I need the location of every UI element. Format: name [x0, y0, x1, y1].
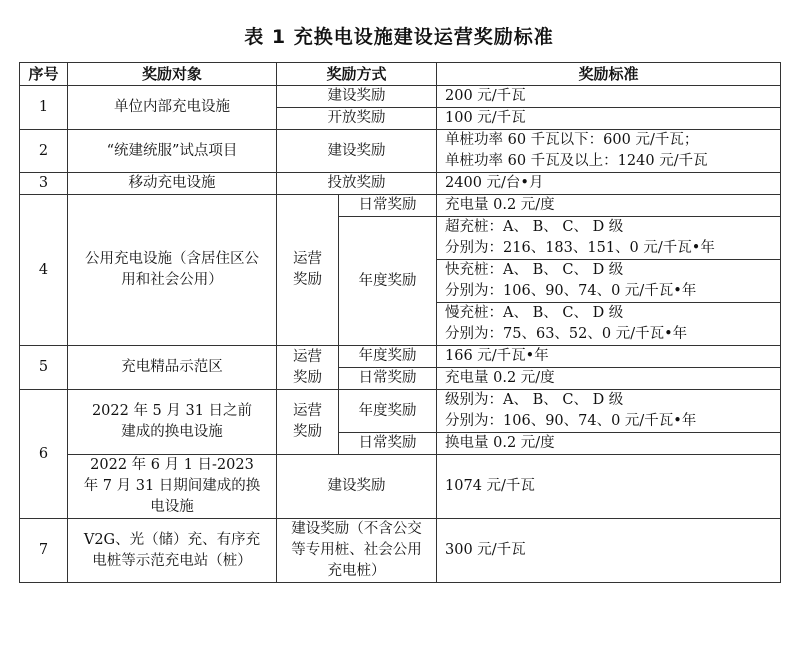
- reward-standard: [437, 390, 781, 433]
- reward-standard: [437, 130, 781, 173]
- standard-line: 分别为：106、90、74、0 元/千瓦•年: [445, 283, 697, 299]
- standard-line: 慢充桩：A、 B、 C、 D 级: [445, 305, 624, 321]
- reward-standard: 1074 元/千瓦: [437, 455, 781, 519]
- standard-line: 分别为：75、63、52、0 元/千瓦•年: [445, 326, 688, 342]
- reward-method-group: 运营奖励: [277, 390, 339, 455]
- reward-method: 年度奖励: [339, 346, 437, 368]
- row-index: 6: [20, 390, 68, 519]
- reward-standard: 换电量 0.2 元/度: [437, 433, 781, 455]
- table-row: [20, 173, 781, 195]
- row-index: 7: [20, 519, 68, 583]
- table-row: [20, 86, 781, 108]
- table-row: [20, 390, 781, 433]
- reward-target: 2022 年 5 月 31 日之前建成的换电设施: [68, 390, 277, 455]
- header-row: [20, 63, 781, 86]
- reward-target: 单位内部充电设施: [68, 86, 277, 130]
- reward-method-group: 运营奖励: [277, 346, 339, 390]
- header-standard: 奖励标准: [437, 63, 781, 86]
- reward-target: 2022 年 6 月 1 日-2023 年 7 月 31 日期间建成的换电设施: [68, 455, 277, 519]
- reward-method: 建设奖励: [277, 86, 437, 108]
- reward-method: 年度奖励: [339, 390, 437, 433]
- reward-standard: 200 元/千瓦: [437, 86, 781, 108]
- standard-line: 超充桩：A、 B、 C、 D 级: [445, 219, 624, 235]
- reward-standard: [437, 260, 781, 303]
- table-row: [20, 346, 781, 368]
- reward-method: 年度奖励: [339, 217, 437, 346]
- reward-standard: [437, 217, 781, 260]
- reward-standard: 充电量 0.2 元/度: [437, 195, 781, 217]
- standard-line: 快充桩：A、 B、 C、 D 级: [445, 262, 624, 278]
- standard-line: 单桩功率 60 千瓦及以上：1240 元/千瓦: [445, 153, 708, 169]
- reward-method-group: 运营奖励: [277, 195, 339, 346]
- reward-method: 日常奖励: [339, 195, 437, 217]
- table-row: [20, 130, 781, 173]
- reward-target: 移动充电设施: [68, 173, 277, 195]
- standard-line: 分别为：106、90、74、0 元/千瓦•年: [445, 413, 697, 429]
- reward-target: 公用充电设施（含居住区公用和社会公用）: [68, 195, 277, 346]
- reward-standards-table: [19, 62, 781, 583]
- reward-standard: 2400 元/台•月: [437, 173, 781, 195]
- reward-standard: 300 元/千瓦: [437, 519, 781, 583]
- reward-target: “统建统服”试点项目: [68, 130, 277, 173]
- reward-standard: [437, 303, 781, 346]
- reward-method: 建设奖励（不含公交等专用桩、社会公用充电桩）: [277, 519, 437, 583]
- reward-standard: 充电量 0.2 元/度: [437, 368, 781, 390]
- reward-method: 建设奖励: [277, 130, 437, 173]
- row-index: 4: [20, 195, 68, 346]
- row-index: 2: [20, 130, 68, 173]
- reward-method: 建设奖励: [277, 455, 437, 519]
- header-index: 序号: [20, 63, 68, 86]
- reward-method: 日常奖励: [339, 368, 437, 390]
- table-row: [20, 195, 781, 217]
- standard-line: 分别为：216、183、151、0 元/千瓦•年: [445, 240, 715, 256]
- table-row: [20, 455, 781, 519]
- reward-standard: 166 元/千瓦•年: [437, 346, 781, 368]
- reward-target: V2G、光（储）充、有序充电桩等示范充电站（桩）: [68, 519, 277, 583]
- reward-method: 开放奖励: [277, 108, 437, 130]
- header-target: 奖励对象: [68, 63, 277, 86]
- standard-line: 单桩功率 60 千瓦以下：600 元/千瓦；: [445, 132, 699, 148]
- row-index: 3: [20, 173, 68, 195]
- row-index: 5: [20, 346, 68, 390]
- reward-target: 充电精品示范区: [68, 346, 277, 390]
- standard-line: 级别为：A、 B、 C、 D 级: [445, 392, 624, 408]
- table-row: [20, 519, 781, 583]
- header-method: 奖励方式: [277, 63, 437, 86]
- table-title: 表 1 充换电设施建设运营奖励标准: [244, 26, 554, 48]
- reward-standard: 100 元/千瓦: [437, 108, 781, 130]
- reward-method: 投放奖励: [277, 173, 437, 195]
- row-index: 1: [20, 86, 68, 130]
- reward-method: 日常奖励: [339, 433, 437, 455]
